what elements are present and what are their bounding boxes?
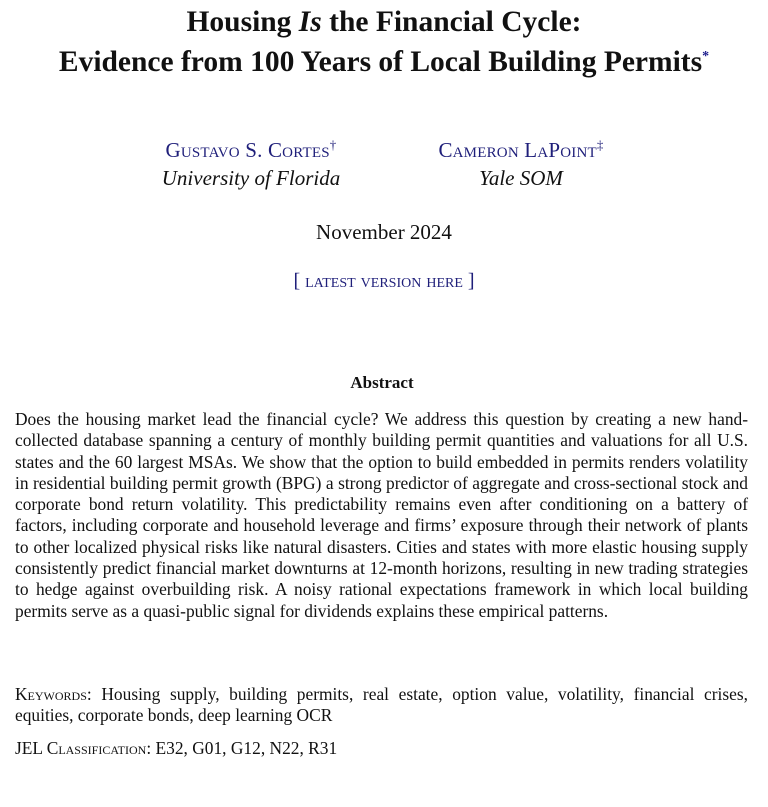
- paper-title: [0, 2, 768, 82]
- title-line-2: [0, 42, 768, 82]
- keywords-section: [15, 684, 748, 727]
- author-name-2-text: Cameron LaPoint: [438, 138, 597, 162]
- author-block-2: [410, 136, 632, 192]
- title-word-is: Is: [298, 6, 322, 38]
- title-word-housing: Housing: [186, 6, 292, 38]
- author-affiliation-2: Yale SOM: [479, 166, 563, 190]
- author-affiliation-1: University of Florida: [161, 166, 341, 190]
- author-block-1: [140, 136, 362, 192]
- keywords-label: Keywords:: [15, 684, 92, 704]
- keywords-text: Housing supply, building permits, real estate, option value, volatility, financial crises, equities, corporate bonds, deep learning OCR: [15, 684, 748, 726]
- author-footnote-mark-1[interactable]: †: [329, 137, 337, 152]
- latest-version-link[interactable]: [0, 267, 768, 295]
- author-name-1-text: Gustavo S. Cortes: [165, 138, 330, 162]
- abstract-heading: Abstract: [350, 373, 414, 392]
- abstract-body: Does the housing market lead the financial cycle? We address this question by creating a new hand-collected database spanning a century of monthly building permit quantities and valuations for all U.S. states and the 60 largest MSAs. We show that the option to build embedded in permits renders volatility in residential building permit growth (BPG) a strong predictor of aggregate and cross-sectional stock and corporate bond return volatility. This predictability remains even after conditioning on a battery of factors, including corporate and household leverage and firms’ exposure through their network of plants to other localized physical risks like natural disasters. Cities and states with more elastic housing supply consistently predict financial market downturns at 12-month horizons, resulting in new trading strategies to hedge against overbuilding risk. A noisy rational expectations framework in which local building permits serve as a quasi-public signal for dividends explains these empirical patterns.: [15, 409, 748, 621]
- author-name-2[interactable]: [410, 136, 632, 164]
- jel-codes: E32, G01, G12, N22, R31: [155, 738, 338, 758]
- bracket-close: ]: [467, 270, 475, 292]
- title-footnote-link[interactable]: *: [702, 49, 710, 65]
- author-name-1[interactable]: [140, 136, 362, 164]
- author-footnote-mark-2[interactable]: ‡: [596, 137, 604, 152]
- jel-label: JEL Classification:: [15, 738, 152, 758]
- title-line-1: [0, 2, 768, 42]
- jel-section: [15, 738, 748, 759]
- publication-date: November 2024: [316, 220, 452, 244]
- latest-version-label[interactable]: latest version here: [305, 270, 463, 292]
- bracket-open: [: [293, 270, 301, 292]
- title-line-2-text: Evidence from 100 Years of Local Building Permits: [58, 46, 703, 78]
- title-line-1-rest: the Financial Cycle:: [329, 6, 582, 38]
